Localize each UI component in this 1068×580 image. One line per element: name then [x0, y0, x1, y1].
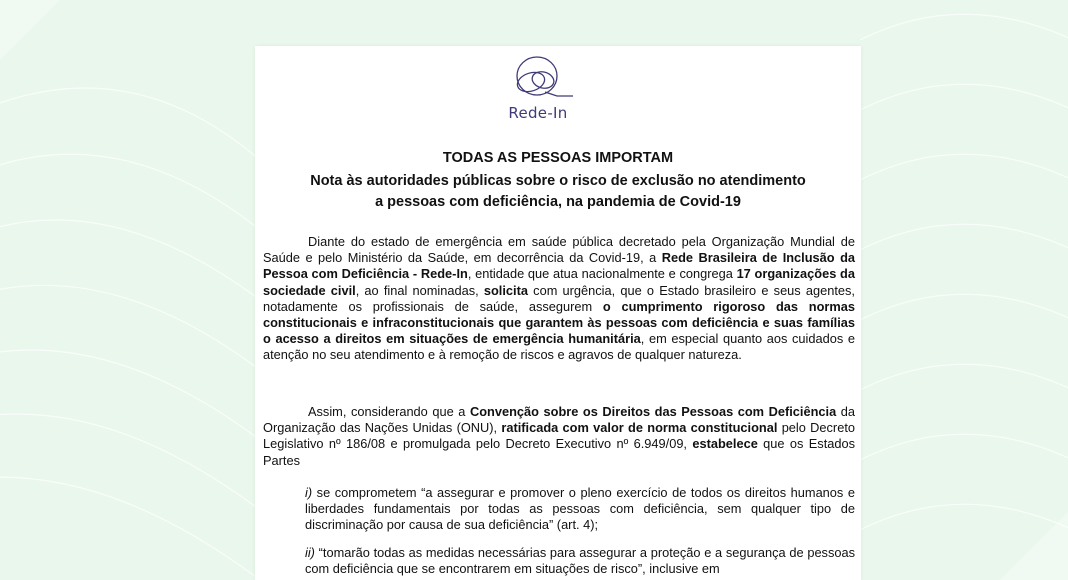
document-title: TODAS AS PESSOAS IMPORTAM: [442, 150, 674, 166]
document-subtitle-line-2: a pessoas com deficiência, na pandemia de Covid-19: [375, 194, 741, 210]
list-marker: i): [305, 485, 313, 500]
logo-text: Rede-In: [508, 104, 568, 122]
paragraph-1: Diante do estado de emergência em saúde pública decretado pela Organização Mundial de Saúde e pelo Ministério da Saúde, em decorrência da Covid-19, a Rede Brasileira de Inclusão da Pessoa com Deficiência - Rede-In, entidade que atua nacionalmente e congrega 17 organizações da sociedade civil, ao final nominadas, solicita com urgência, que o Estado brasileiro e seus agentes, notadamente os profissionais de saúde, assegurem o cumprimento rigoroso das normas constitucionais e infraconstitucionais que garantem às pessoas com deficiência e suas famílias o acesso a direitos em situações de emergência humanitária, em especial quanto aos cuidados e atenção no seu atendimento e à remoção de riscos e agravos de qualquer natureza.: [263, 234, 855, 363]
list-item-i: i) se comprometem “a assegurar e promover o pleno exercício de todos os direitos humanos e liberdades fundamentais por todas as pessoas com deficiência, sem qualquer tipo de discriminação por causa de sua deficiência” (art. 4);: [305, 485, 855, 533]
document-page: [255, 46, 861, 580]
list-item-ii: ii) “tomarão todas as medidas necessárias para assegurar a proteção e a segurança de pessoas com deficiência que se encontrarem em situações de risco”, inclusive em: [305, 545, 855, 577]
document-subtitle-line-1: Nota às autoridades públicas sobre o risco de exclusão no atendimento: [310, 173, 806, 189]
rede-in-logo-icon: [493, 52, 583, 106]
logo: [483, 52, 593, 124]
paragraph-2: Assim, considerando que a Convenção sobre os Direitos das Pessoas com Deficiência da Organização das Nações Unidas (ONU), ratificada com valor de norma constitucional pelo Decreto Legislativo nº 186/08 e promulgada pelo Decreto Executivo nº 6.949/09, estabelece que os Estados Partes: [263, 404, 856, 468]
list-marker: ii): [305, 545, 315, 560]
